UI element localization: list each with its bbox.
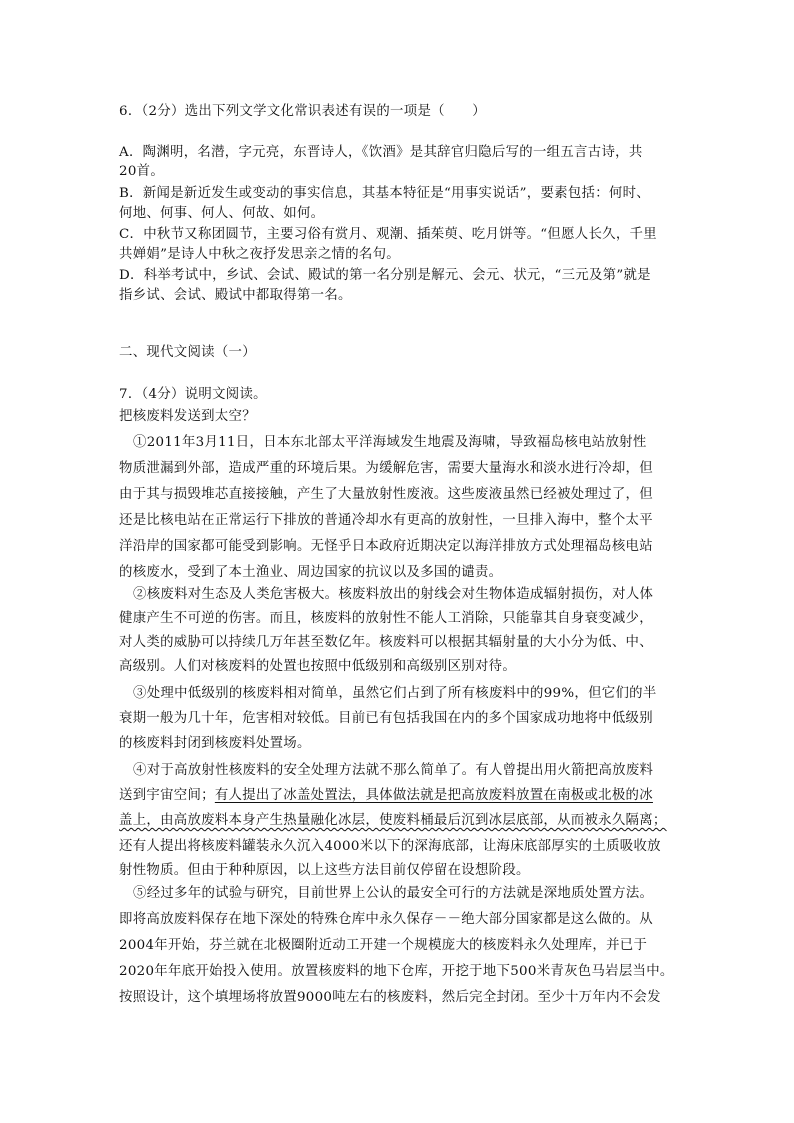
p1-line-2: 物质泄漏到外部，造成严重的环境后果。为缓解危害，需要大量海水和淡水进行冷却，但 bbox=[119, 461, 653, 476]
p4-line-3 bbox=[119, 813, 667, 829]
p1-line-1: ①2011年3月11日，日本东北部太平洋海域发生地震及海啸，导致福岛核电站放射性 bbox=[133, 435, 647, 450]
section-title: 二、现代文阅读（一） bbox=[119, 345, 256, 360]
p4-line-5: 射性物质。但由于种种原因，以上这些方法目前仅停留在设想阶段。 bbox=[119, 863, 530, 878]
q6-stem: 6．（2分）选出下列文学文化常识表述有误的一项是（ ） bbox=[119, 104, 486, 119]
p1-line-3: 由于其与损毁堆芯直接接触，产生了大量放射性废液。这些废液虽然已经被处理过了，但 bbox=[119, 487, 653, 502]
p1-line-4: 还是比核电站在正常运行下排放的普通冷却水有更高的放射性，一旦排入海中，整个太平 bbox=[119, 513, 653, 528]
p2-line-1: ②核废料对生态及人类危害极大。核废料放出的射线会对生物体造成辐射损伤，对人体 bbox=[133, 587, 654, 602]
p4-line-1: ④对于高放射性核废料的安全处理方法就不那么简单了。有人曾提出用火箭把高放废料 bbox=[133, 763, 654, 778]
q6-option-b-line2: 何地、何事、何人、何故、如何。 bbox=[119, 206, 325, 221]
p4-line-2 bbox=[119, 788, 653, 804]
p4-line-2-plain: 送到宇宙空间； bbox=[119, 788, 215, 803]
q6-option-c-line1: C．中秋节又称团圆节，主要习俗有赏月、观潮、插茱萸、吃月饼等。“但愿人长久，千里 bbox=[119, 227, 657, 242]
q6-option-b-line1: B．新闻是新近发生或变动的事实信息，其基本特征是“用事实说话”，要素包括：何时、 bbox=[119, 186, 650, 201]
p5-line-3: 2004年开始，芬兰就在北极圈附近动工开建一个规模庞大的核废料永久处理库，并已于 bbox=[119, 938, 648, 953]
p5-line-5: 按照设计，这个填埋场将放置9000吨左右的核废料，然后完全封闭。至少十万年内不会发 bbox=[119, 990, 661, 1005]
p5-line-4: 2020年年底开始投入使用。放置核废料的地下仓库，开挖于地下500米青灰色马岩层当中。 bbox=[119, 964, 674, 979]
q7-stem: 7．（4分）说明文阅读。 bbox=[119, 387, 267, 402]
q6-option-d-line2: 指乡试、会试、殿试中都取得第一名。 bbox=[119, 288, 352, 303]
p2-line-4: 高级别。人们对核废料的处置也按照中低级别和高级别区别对待。 bbox=[119, 659, 517, 674]
p5-line-2: 即将高放废料保存在地下深处的特殊仓库中永久保存－－绝大部分国家都是这么做的。从 bbox=[119, 912, 653, 927]
q6-option-c-line2: 共婵娟”是诗人中秋之夜抒发思亲之情的名句。 bbox=[119, 247, 400, 262]
p1-line-6: 的核废水，受到了本土渔业、周边国家的抗议以及多国的谴责。 bbox=[119, 565, 503, 580]
p5-line-1: ⑤经过多年的试验与研究，目前世界上公认的最安全可行的方法就是深地质处置方法。 bbox=[133, 886, 654, 901]
p1-line-5: 洋沿岸的国家都可能受到影响。无怪乎日本政府近期决定以海洋排放方式处理福岛核电站 bbox=[119, 539, 653, 554]
p3-line-1: ③处理中低级别的核废料相对简单，虽然它们占到了所有核废料中的99%，但它们的半 bbox=[133, 686, 657, 701]
p2-line-2: 健康产生不可逆的伤害。而且，核废料的放射性不能人工消除，只能靠其自身衰变减少， bbox=[119, 611, 653, 626]
p4-line-4: 还有人提出将核废料罐装永久沉入4000米以下的深海底部，让海床底部厚实的土质吸收放 bbox=[119, 839, 661, 854]
q6-option-a-line2: 20首。 bbox=[119, 164, 165, 179]
p4-underlined-sentence-end: 盖上，由高放废料本身产生热量融化冰层，使废料桶最后沉到冰层底部，从而被永久隔离； bbox=[119, 813, 667, 828]
q6-option-d-line1: D．科举考试中，乡试、会试、殿试的第一名分别是解元、会元、状元，“三元及第”就是 bbox=[119, 268, 651, 283]
p3-line-2: 衰期一般为几十年，危害相对较低。目前已有包括我国在内的多个国家成功地将中低级别 bbox=[119, 711, 653, 726]
p4-underlined-sentence-start: 有人提出了冰盖处置法，具体做法就是把高放废料放置在南极或北极的冰 bbox=[214, 788, 653, 803]
q6-option-a-line1: A．陶渊明，名潜，字元亮，东晋诗人，《饮酒》是其辞官归隐后写的一组五言古诗，共 bbox=[119, 145, 643, 160]
p2-line-3: 对人类的威胁可以持续几万年甚至数亿年。核废料可以根据其辐射量的大小分为低、中、 bbox=[119, 635, 653, 650]
p3-line-3: 的核废料封闭到核废料处置场。 bbox=[119, 736, 311, 751]
article-title: 把核废料发送到太空？ bbox=[119, 409, 256, 424]
